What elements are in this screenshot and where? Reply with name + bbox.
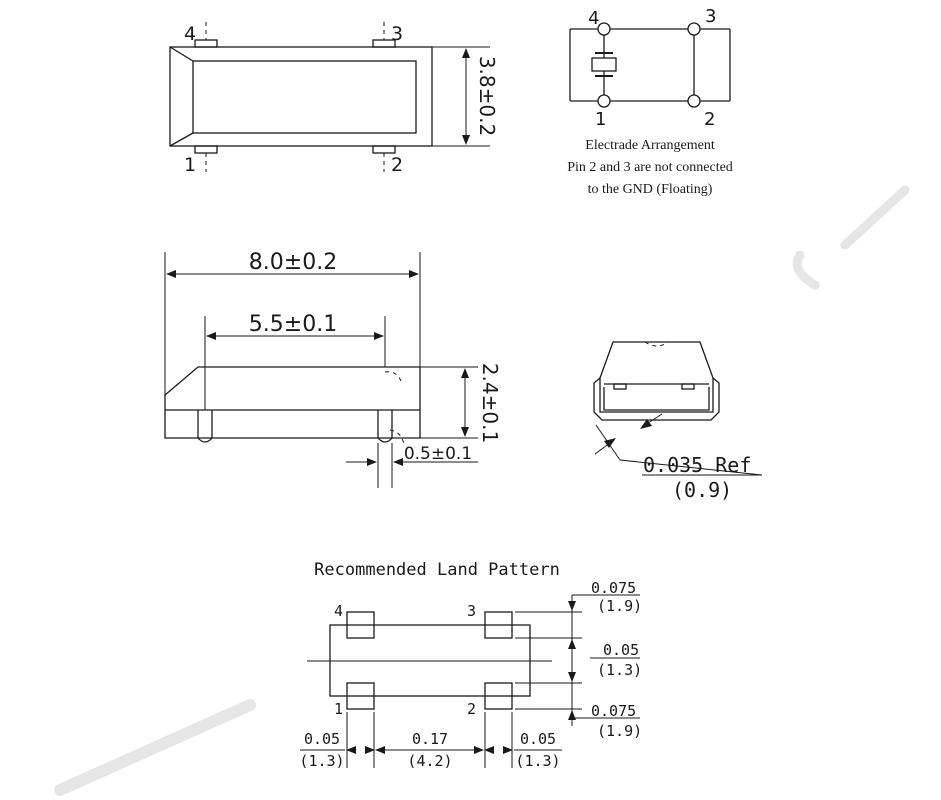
side-pin-right [378,410,392,442]
end-thickness-ref: 0.035 Ref [643,453,752,477]
top-pin-3-label: 3 [391,23,404,45]
schematic-caption-line1: Electrade Arrangement [585,138,715,153]
side-pin-span-dimension: 5.5±0.1 [248,312,338,337]
land-right-bot-mm: (1.9) [597,722,643,740]
end-thickness-mm: (0.9) [672,478,733,502]
land-pin-2-label: 2 [467,700,477,718]
top-view-inner [193,61,416,133]
side-pin-width-dimension: 0.5±0.1 [403,444,473,464]
schematic-caption-line3: to the GND (Floating) [587,182,713,197]
land-right-mid-mm: (1.3) [597,661,643,679]
land-bottom-right-in: 0.05 [519,730,557,748]
watermark [60,190,905,790]
top-pad-2 [373,146,395,153]
land-right-top-mm: (1.9) [597,597,643,615]
end-view-body [600,342,713,412]
top-pin-4-label: 4 [184,23,197,45]
sch-pin-4-label: 4 [588,8,600,29]
end-view [594,342,762,502]
top-pad-4 [195,40,217,47]
sch-pin-2-label: 2 [704,109,716,130]
side-view-body [165,367,420,438]
land-bottom-left-mm: (1.3) [299,752,345,770]
side-pin-left [198,410,212,442]
land-right-top-in: 0.075 [591,579,637,597]
land-pattern [299,560,642,770]
land-pin-4-label: 4 [334,602,344,620]
top-pad-1 [195,146,217,153]
sch-pin-1-label: 1 [595,109,607,130]
land-bottom-left-in: 0.05 [303,730,341,748]
land-pattern-title: Recommended Land Pattern [314,560,560,580]
crystal-symbol [592,58,616,71]
top-pin-1-label: 1 [184,154,197,176]
top-pin-2-label: 2 [391,154,404,176]
top-view [170,22,499,176]
side-length-dimension: 8.0±0.2 [248,250,338,275]
schematic-caption-line2: Pin 2 and 3 are not connected [567,160,733,175]
top-view-body [170,47,432,146]
land-bottom-mid-mm: (4.2) [407,752,453,770]
land-right-bot-in: 0.075 [591,702,637,720]
land-bottom-right-mm: (1.3) [515,752,561,770]
sch-pin-3-label: 3 [705,6,717,27]
schematic [567,6,733,197]
land-pin-1-label: 1 [334,700,344,718]
land-bottom-mid-in: 0.17 [411,730,449,748]
side-height-dimension: 2.4±0.1 [478,362,502,444]
land-right-mid-in: 0.05 [603,641,640,659]
top-height-dimension: 3.8±0.2 [475,55,499,137]
land-pin-3-label: 3 [467,602,477,620]
side-view [165,250,502,488]
